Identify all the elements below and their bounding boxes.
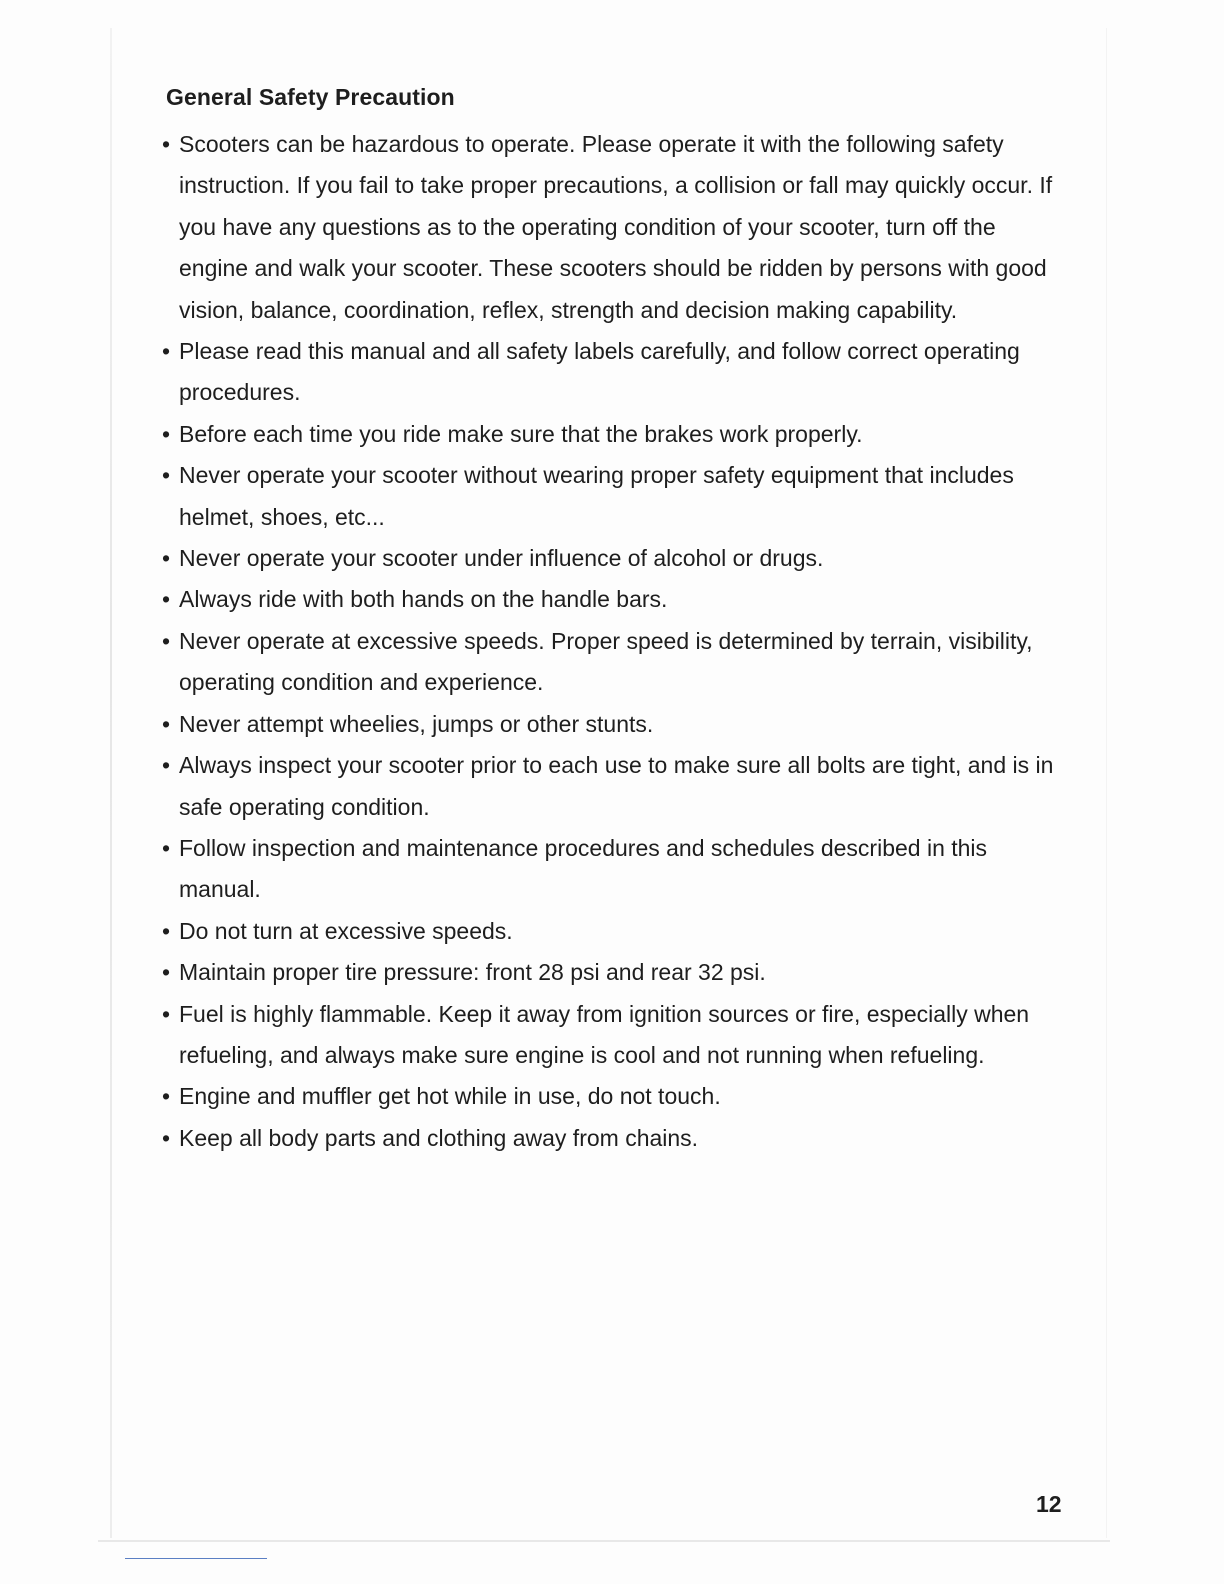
list-item-text: Please read this manual and all safety labels carefully, and follow correct operating procedures. <box>179 338 1020 406</box>
scan-edge-right <box>1106 28 1107 1538</box>
list-item <box>162 124 1062 331</box>
bullet-icon: • <box>162 627 171 654</box>
list-item <box>162 704 1062 745</box>
list-item-text: Keep all body parts and clothing away from chains. <box>179 1124 699 1151</box>
list-item-text: Do not turn at excessive speeds. <box>179 917 513 944</box>
list-item <box>162 952 1062 993</box>
list-item <box>162 455 1062 538</box>
page-number: 12 <box>1036 1491 1062 1517</box>
list-item-text: Always ride with both hands on the handle bars. <box>179 586 668 613</box>
list-item <box>162 1076 1062 1117</box>
bullet-icon: • <box>162 131 171 157</box>
list-item <box>162 621 1062 704</box>
section-heading: General Safety Precaution <box>166 84 455 110</box>
bullet-icon: • <box>162 1000 171 1027</box>
list-item-text: Never operate your scooter without wearing proper safety equipment that includes helmet, shoes, etc... <box>179 462 1014 530</box>
list-item <box>162 745 1062 828</box>
bullet-icon: • <box>162 1083 171 1110</box>
list-item <box>162 911 1062 952</box>
scan-mark-line <box>125 1558 267 1559</box>
list-item-text: Never operate your scooter under influence of alcohol or drugs. <box>179 545 824 572</box>
safety-precaution-list <box>162 124 1062 1159</box>
scan-edge-left <box>110 28 112 1538</box>
list-item <box>162 331 1062 414</box>
bullet-icon: • <box>162 710 171 737</box>
scan-edge-bottom <box>98 1540 1110 1542</box>
bullet-icon: • <box>162 917 171 944</box>
bullet-icon: • <box>162 959 171 986</box>
list-item <box>162 994 1062 1077</box>
list-item-text: Before each time you ride make sure that the brakes work properly. <box>179 420 863 447</box>
list-item-text: Never operate at excessive speeds. Proper speed is determined by terrain, visibility, operating condition and experience. <box>179 627 1033 696</box>
list-item-text: Fuel is highly flammable. Keep it away from ignition sources or fire, especially when refueling, and always make sure engine is cool and not running when refueling. <box>179 1000 1030 1068</box>
bullet-icon: • <box>162 752 171 779</box>
list-item-text: Always inspect your scooter prior to each use to make sure all bolts are tight, and is in safe operating condition. <box>179 752 1054 820</box>
bullet-icon: • <box>162 834 171 861</box>
bullet-icon: • <box>162 420 171 447</box>
bullet-icon: • <box>162 545 171 572</box>
bullet-icon: • <box>162 1124 171 1151</box>
list-item <box>162 414 1062 455</box>
list-item <box>162 1118 1062 1159</box>
list-item-text: Follow inspection and maintenance procedures and schedules described in this manual. <box>179 834 988 903</box>
bullet-icon: • <box>162 462 171 489</box>
list-item-text: Engine and muffler get hot while in use, do not touch. <box>179 1083 721 1110</box>
list-item-text: Never attempt wheelies, jumps or other stunts. <box>179 710 654 737</box>
bullet-icon: • <box>162 338 171 365</box>
list-item <box>162 579 1062 620</box>
list-item <box>162 828 1062 911</box>
bullet-icon: • <box>162 586 171 613</box>
list-item-text: Maintain proper tire pressure: front 28 psi and rear 32 psi. <box>179 959 766 986</box>
list-item-text: Scooters can be hazardous to operate. Please operate it with the following safety instruction. If you fail to take proper precautions, a collision or fall may quickly occur. If you have any questions as to the operating condition of your scooter, turn off the engine and walk your scooter. These scooters should be ridden by persons with good vision, balance, coordination, reflex, strength and decision making capability. <box>179 131 1053 323</box>
list-item <box>162 538 1062 579</box>
